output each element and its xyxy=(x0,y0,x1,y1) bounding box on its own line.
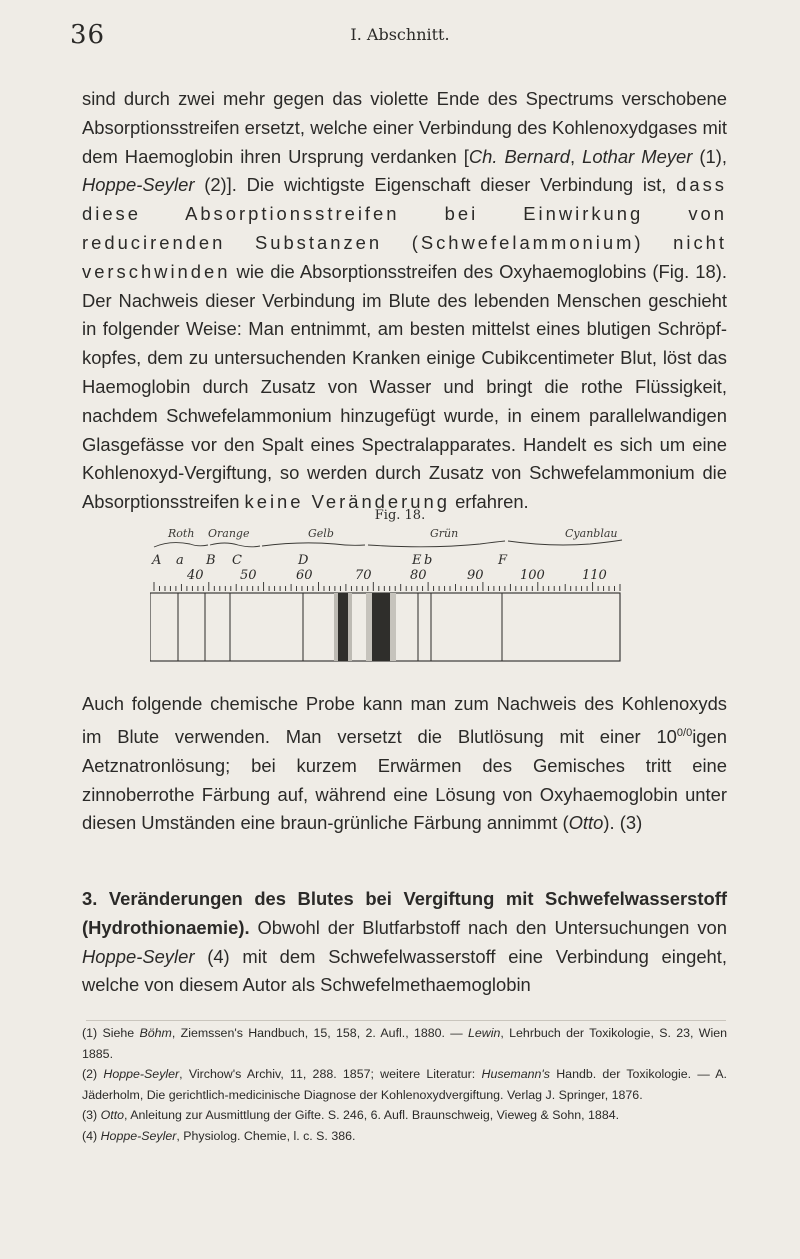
paragraph-3: 3. Veränderungen des Blutes bei Vergiftung mit Schwefelwasserstoff (Hydrothionaemie). Obwohl der Blutfarbstoff nach den Untersuchungen von Hoppe-Seyler (4) mit dem Schwefelwasserstoff eine Verbindung eingeht, welche von diesem Autor als Schwefelmethaemoglobin xyxy=(82,888,727,996)
scale-number: 100 xyxy=(520,568,545,583)
line-label-a: a xyxy=(176,553,184,568)
line-label-D: D xyxy=(298,553,309,568)
footnote-4: (4) Hoppe-Seyler, Physiolog. Chemie, l. c. S. 386. xyxy=(82,1128,356,1143)
line-label-E: E xyxy=(412,553,422,568)
color-label-orange: Orange xyxy=(208,527,250,540)
author-ref: Hoppe-Seyler xyxy=(82,174,195,196)
paragraph-2: Auch folgende chemische Probe kann man zum Nachweis des Kohlenoxyds im Blute verwenden. Man versetzt die Blutlösung mit einer $10^{0/0}igen$ Aetznatronlösung; bei kurzem Erwärmen des Gemisches tritt eine zinnoberrothe Färbung auf, während eine Lösung von Oxyhaemoglobin unter diesen Umständen eine braun-grünliche Färbung annimmt (Otto). (3) xyxy=(82,693,727,834)
spectrum-figure xyxy=(150,527,650,667)
footnote-separator xyxy=(86,1020,726,1021)
scale-ticks xyxy=(154,582,620,591)
line-label-b: b xyxy=(424,553,433,568)
spaced-emphasis: keine Veränderung xyxy=(244,491,450,513)
scale-number: 110 xyxy=(582,568,607,583)
footnote-2: (2) Hoppe-Seyler, Virchow's Archiv, 11, 288. 1857; weitere Literatur: Husemann's Handb. der Toxikologie. — A. Jäderholm, Die gerichtlich-medicinische Diagnose der Kohlenoxydvergiftung. Verlag J. Springer, 1876. xyxy=(82,1067,727,1102)
absorption-band-1 xyxy=(334,593,352,661)
line-label-C: C xyxy=(232,553,242,568)
section-header: I. Abschnitt. xyxy=(350,25,450,44)
scale-number: 50 xyxy=(240,568,257,583)
scale-number: 60 xyxy=(296,568,313,583)
scale-number: 70 xyxy=(355,568,372,583)
footnote-1: (1) Siehe Böhm, Ziemssen's Handbuch, 15, 158, 2. Aufl., 1880. — Lewin, Lehrbuch der Toxikologie, S. 23, Wien 1885. xyxy=(82,1026,727,1061)
color-label-gelb: Gelb xyxy=(308,527,334,540)
page-number: 36 xyxy=(70,20,106,50)
line-label-F: F xyxy=(498,553,508,568)
scale-number: 40 xyxy=(187,568,204,583)
scale-number: 90 xyxy=(467,568,484,583)
spaced-emphasis: dass diese Absorptionsstreifen bei Einwirkung von reducirenden Substanzen (Schwefelammonium) nicht verschwinden xyxy=(82,174,727,282)
color-region-braces xyxy=(154,540,622,547)
footnotes xyxy=(82,1023,727,1147)
author-ref: Lothar Meyer xyxy=(582,145,693,167)
color-label-roth: Roth xyxy=(168,527,195,540)
author-ref: Ch. Bernard xyxy=(468,145,570,167)
absorption-band-2 xyxy=(366,593,396,661)
footnote-3: (3) Otto, Anleitung zur Ausmittlung der Gifte. S. 246, 6. Aufl. Braunschweig, Vieweg & Sohn, 1884. xyxy=(82,1108,620,1123)
color-label-cyanblau: Cyanblau xyxy=(565,527,618,540)
color-label-gruen: Grün xyxy=(430,527,459,540)
author-ref: Hoppe-Seyler xyxy=(82,945,195,967)
scale-number: 80 xyxy=(410,568,427,583)
paragraph-1: sind durch zwei mehr gegen das violette Ende des Spectrums verschobene Absorptionsstreifen ersetzt, welche einer Verbindung des Kohlenoxydgases mit dem Haemoglobin ihren Ursprung verdanken [Ch. Bernard, Lothar Meyer (1), Hoppe-Seyler (2)]. Die wichtigste Eigenschaft dieser Verbindung ist, dass diese Absorptionsstreifen bei Einwirkung von reducirenden Substanzen (Schwefelammonium) nicht verschwinden wie die Absorptionsstreifen des Oxyhaemoglobins (Fig. 18). Der Nachweis dieser Verbindung im Blute des lebenden Menschen geschieht in folgender Weise: Man entnimmt, am besten mittelst eines blutigen Schröpfkopfes, dem zu untersuchenden Kranken einige Cubikcentimeter Blut, löst das Haemoglobin durch Zusatz von Wasser und bringt die rothe Flüssigkeit, nachdem Schwefelammonium hinzugefügt wurde, in einem parallelwandigen Glasgefässe vor den Spalt eines Spectralapparates. Handelt es sich um eine Kohlenoxyd-Vergiftung, so werden durch Zusatz von Schwefelammonium die Absorptionsstreifen keine Veränderung erfahren. xyxy=(82,88,727,513)
author-ref: Otto xyxy=(568,812,604,834)
line-label-A: A xyxy=(152,553,162,568)
line-label-B: B xyxy=(206,553,216,568)
figure-caption: Fig. 18. xyxy=(374,508,426,523)
section-heading: 3. Veränderungen des Blutes bei Vergiftung mit Schwefelwasserstoff (Hydrothionaemie). xyxy=(82,888,727,938)
